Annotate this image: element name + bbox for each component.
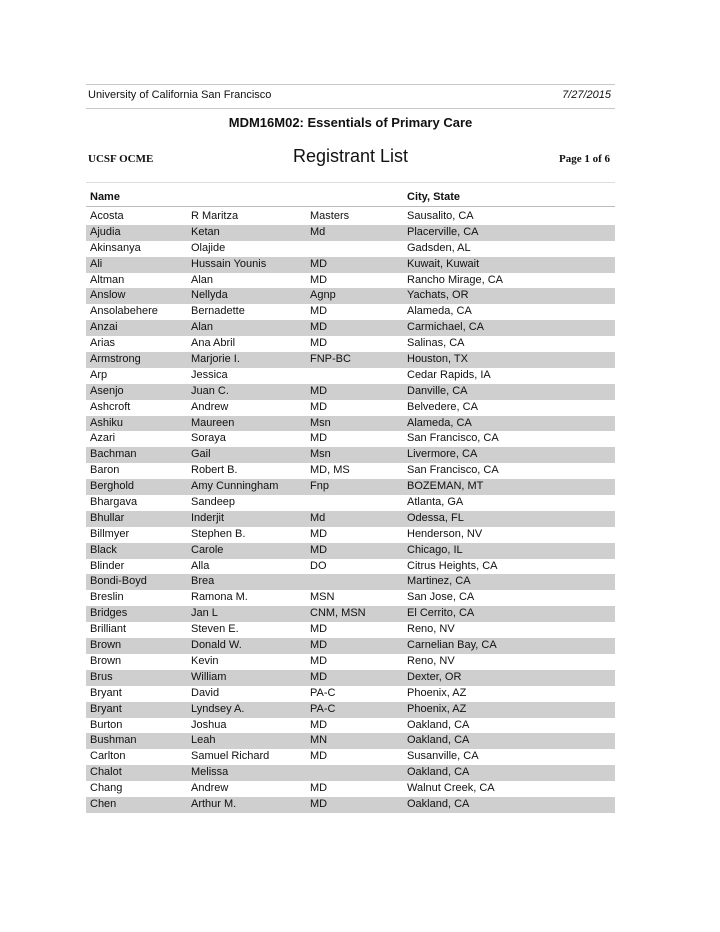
table-row	[86, 765, 615, 781]
report-title: Registrant List	[292, 146, 409, 166]
first-name-cell: Jessica	[191, 368, 228, 381]
first-name-cell: Stephen B.	[191, 527, 246, 540]
city-state-cell: Reno, NV	[407, 654, 455, 667]
table-row	[86, 209, 615, 225]
credential-cell: Masters	[310, 210, 350, 222]
first-name-cell: Soraya	[191, 432, 226, 445]
city-state-cell: Belvedere, CA	[407, 400, 478, 413]
first-name-cell: Sandeep	[191, 496, 236, 509]
first-name-cell: Arthur M.	[191, 797, 237, 810]
table-rule-top	[86, 182, 615, 183]
city-state-cell: Atlanta, GA	[407, 496, 464, 509]
last-name-cell: Bondi-Boyd	[90, 575, 147, 588]
first-name-cell: Inderjit	[191, 511, 225, 524]
last-name-cell: Brown	[90, 654, 122, 667]
table-row	[86, 463, 615, 479]
city-state-cell: Susanville, CA	[407, 750, 479, 763]
last-name-cell: Burton	[90, 718, 123, 731]
city-state-cell: Phoenix, AZ	[407, 702, 467, 715]
last-name-cell: Brus	[90, 670, 113, 683]
first-name-cell: Alla	[191, 559, 210, 572]
first-name-cell: Gail	[191, 448, 211, 461]
credential-cell: MD	[310, 257, 328, 270]
office-label: UCSF OCME	[88, 153, 154, 165]
credential-cell: PA-C	[310, 702, 336, 715]
first-name-cell: Nellyda	[191, 289, 228, 302]
column-header-location: City, State	[407, 191, 460, 203]
header-rule-top	[86, 84, 615, 85]
table-row	[86, 527, 615, 543]
credential-cell: MD	[310, 321, 328, 334]
table-row	[86, 590, 615, 606]
credential-cell: MN	[310, 734, 328, 747]
city-state-cell: El Cerrito, CA	[407, 607, 475, 620]
last-name-cell: Armstrong	[90, 353, 141, 366]
last-name-cell: Baron	[90, 464, 120, 477]
credential-cell: MSN	[310, 591, 335, 604]
last-name-cell: Acosta	[90, 210, 124, 222]
last-name-cell: Chalot	[90, 766, 122, 779]
table-row	[86, 559, 615, 575]
credential-cell: MD	[310, 527, 328, 540]
city-state-cell: Salinas, CA	[407, 337, 465, 350]
first-name-cell: Ketan	[191, 225, 220, 238]
credential-cell: MD	[310, 797, 328, 810]
last-name-cell: Ali	[90, 257, 103, 270]
city-state-cell: Reno, NV	[407, 623, 455, 636]
table-row	[86, 479, 615, 495]
first-name-cell: Donald W.	[191, 639, 242, 652]
credential-cell: DO	[310, 559, 327, 572]
last-name-cell: Bhargava	[90, 496, 138, 509]
credential-cell: Agnp	[310, 289, 336, 302]
first-name-cell: Leah	[191, 734, 216, 747]
table-row	[86, 574, 615, 590]
credential-cell: MD	[310, 670, 328, 683]
table-row	[86, 416, 615, 432]
table-row	[86, 368, 615, 384]
table-row	[86, 257, 615, 273]
credential-cell: Md	[310, 511, 326, 524]
city-state-cell: Carnelian Bay, CA	[407, 639, 497, 652]
city-state-cell: Henderson, NV	[407, 527, 483, 540]
last-name-cell: Azari	[90, 432, 116, 445]
city-state-cell: San Jose, CA	[407, 591, 475, 604]
table-row	[86, 781, 615, 797]
first-name-cell: Ana Abril	[191, 337, 236, 350]
first-name-cell: R Maritza	[191, 210, 239, 222]
last-name-cell: Bryant	[90, 702, 122, 715]
last-name-cell: Ansolabehere	[90, 305, 158, 318]
table-row	[86, 749, 615, 765]
city-state-cell: Chicago, IL	[407, 543, 463, 556]
table-row	[86, 304, 615, 320]
first-name-cell: Olajide	[191, 241, 226, 254]
last-name-cell: Bryant	[90, 686, 122, 699]
first-name-cell: Andrew	[191, 782, 229, 795]
first-name-cell: Samuel Richard	[191, 750, 270, 763]
city-state-cell: Houston, TX	[407, 353, 468, 366]
city-state-cell: Kuwait, Kuwait	[407, 257, 480, 270]
credential-cell: MD	[310, 337, 328, 350]
course-title: MDM16M02: Essentials of Primary Care	[228, 115, 473, 130]
last-name-cell: Ashcroft	[90, 400, 131, 413]
table-row	[86, 320, 615, 336]
organization-name: University of California San Francisco	[88, 89, 272, 101]
first-name-cell: Steven E.	[191, 623, 239, 636]
table-row	[86, 447, 615, 463]
first-name-cell: Ramona M.	[191, 591, 248, 604]
column-header-name: Name	[90, 191, 120, 203]
city-state-cell: Livermore, CA	[407, 448, 478, 461]
last-name-cell: Ashiku	[90, 416, 124, 429]
last-name-cell: Brown	[90, 639, 122, 652]
table-row	[86, 622, 615, 638]
last-name-cell: Anzai	[90, 321, 118, 334]
table-row	[86, 495, 615, 511]
credential-cell: CNM, MSN	[310, 607, 366, 620]
header-rule-bottom	[86, 108, 615, 109]
city-state-cell: Placerville, CA	[407, 225, 479, 238]
first-name-cell: William	[191, 670, 227, 683]
city-state-cell: Gadsden, AL	[407, 241, 471, 254]
last-name-cell: Arp	[90, 368, 108, 381]
last-name-cell: Black	[90, 543, 117, 556]
last-name-cell: Breslin	[90, 591, 124, 604]
credential-cell: MD	[310, 639, 328, 652]
table-row	[86, 797, 615, 813]
last-name-cell: Arias	[90, 337, 116, 350]
first-name-cell: Robert B.	[191, 464, 238, 477]
credential-cell: Msn	[310, 416, 331, 429]
first-name-cell: Jan L	[191, 607, 218, 620]
first-name-cell: Melissa	[191, 766, 229, 779]
credential-cell: MD	[310, 273, 328, 286]
last-name-cell: Altman	[90, 273, 125, 286]
table-rule-header	[86, 206, 615, 207]
last-name-cell: Ajudia	[90, 225, 121, 238]
table-row	[86, 511, 615, 527]
first-name-cell: Amy Cunningham	[191, 480, 279, 493]
first-name-cell: Andrew	[191, 400, 229, 413]
last-name-cell: Anslow	[90, 289, 126, 302]
table-row	[86, 638, 615, 654]
first-name-cell: Bernadette	[191, 305, 245, 318]
last-name-cell: Akinsanya	[90, 241, 141, 254]
city-state-cell: Carmichael, CA	[407, 321, 485, 334]
table-row	[86, 336, 615, 352]
credential-cell: PA-C	[310, 686, 336, 699]
table-row	[86, 431, 615, 447]
city-state-cell: Cedar Rapids, IA	[407, 368, 491, 381]
table-row	[86, 225, 615, 241]
last-name-cell: Bushman	[90, 734, 137, 747]
last-name-cell: Bridges	[90, 607, 128, 620]
first-name-cell: Maureen	[191, 416, 235, 429]
city-state-cell: Oakland, CA	[407, 718, 470, 731]
credential-cell: MD	[310, 543, 328, 556]
first-name-cell: Hussain Younis	[191, 257, 267, 270]
credential-cell: FNP-BC	[310, 353, 351, 366]
city-state-cell: Alameda, CA	[407, 305, 472, 318]
city-state-cell: Walnut Creek, CA	[407, 782, 495, 795]
credential-cell: MD	[310, 305, 328, 318]
credential-cell: MD	[310, 400, 328, 413]
table-row	[86, 702, 615, 718]
table-row	[86, 606, 615, 622]
city-state-cell: Oakland, CA	[407, 734, 470, 747]
credential-cell: Msn	[310, 448, 331, 461]
city-state-cell: Oakland, CA	[407, 797, 470, 810]
first-name-cell: Marjorie I.	[191, 353, 240, 366]
city-state-cell: BOZEMAN, MT	[407, 480, 484, 493]
credential-cell: MD	[310, 718, 328, 731]
city-state-cell: Phoenix, AZ	[407, 686, 467, 699]
table-row	[86, 273, 615, 289]
city-state-cell: Martinez, CA	[407, 575, 471, 588]
last-name-cell: Bhullar	[90, 511, 125, 524]
first-name-cell: Alan	[191, 321, 214, 334]
city-state-cell: Alameda, CA	[407, 416, 472, 429]
first-name-cell: David	[191, 686, 220, 699]
last-name-cell: Asenjo	[90, 384, 124, 397]
city-state-cell: San Francisco, CA	[407, 464, 499, 477]
city-state-cell: Dexter, OR	[407, 670, 462, 683]
table-row	[86, 241, 615, 257]
table-row	[86, 686, 615, 702]
last-name-cell: Brilliant	[90, 623, 127, 636]
first-name-cell: Lyndsey A.	[191, 702, 245, 715]
last-name-cell: Chen	[90, 797, 117, 810]
table-row	[86, 288, 615, 304]
last-name-cell: Berghold	[90, 480, 135, 493]
table-row	[86, 733, 615, 749]
credential-cell: MD	[310, 432, 328, 445]
credential-cell: MD	[310, 782, 328, 795]
registrant-table	[86, 209, 615, 813]
table-row	[86, 352, 615, 368]
last-name-cell: Billmyer	[90, 527, 130, 540]
city-state-cell: Danville, CA	[407, 384, 468, 397]
city-state-cell: Odessa, FL	[407, 511, 464, 524]
table-row	[86, 543, 615, 559]
credential-cell: MD	[310, 384, 328, 397]
last-name-cell: Carlton	[90, 750, 126, 763]
first-name-cell: Carole	[191, 543, 224, 556]
last-name-cell: Chang	[90, 782, 123, 795]
credential-cell: Md	[310, 225, 326, 238]
first-name-cell: Brea	[191, 575, 215, 588]
report-date: 7/27/2015	[562, 89, 611, 101]
city-state-cell: San Francisco, CA	[407, 432, 499, 445]
credential-cell: MD	[310, 750, 328, 763]
last-name-cell: Blinder	[90, 559, 125, 572]
last-name-cell: Bachman	[90, 448, 137, 461]
city-state-cell: Oakland, CA	[407, 766, 470, 779]
city-state-cell: Citrus Heights, CA	[407, 559, 498, 572]
table-row	[86, 400, 615, 416]
table-row	[86, 718, 615, 734]
city-state-cell: Rancho Mirage, CA	[407, 273, 503, 286]
credential-cell: MD	[310, 654, 328, 667]
city-state-cell: Yachats, OR	[407, 289, 469, 302]
first-name-cell: Juan C.	[191, 384, 229, 397]
credential-cell: MD	[310, 623, 328, 636]
credential-cell: Fnp	[310, 480, 329, 493]
credential-cell: MD, MS	[310, 464, 350, 477]
first-name-cell: Joshua	[191, 718, 227, 731]
page-number: Page 1 of 6	[558, 153, 610, 165]
first-name-cell: Alan	[191, 273, 214, 286]
first-name-cell: Kevin	[191, 654, 219, 667]
table-row	[86, 670, 615, 686]
table-row	[86, 384, 615, 400]
city-state-cell: Sausalito, CA	[407, 210, 474, 222]
table-row	[86, 654, 615, 670]
